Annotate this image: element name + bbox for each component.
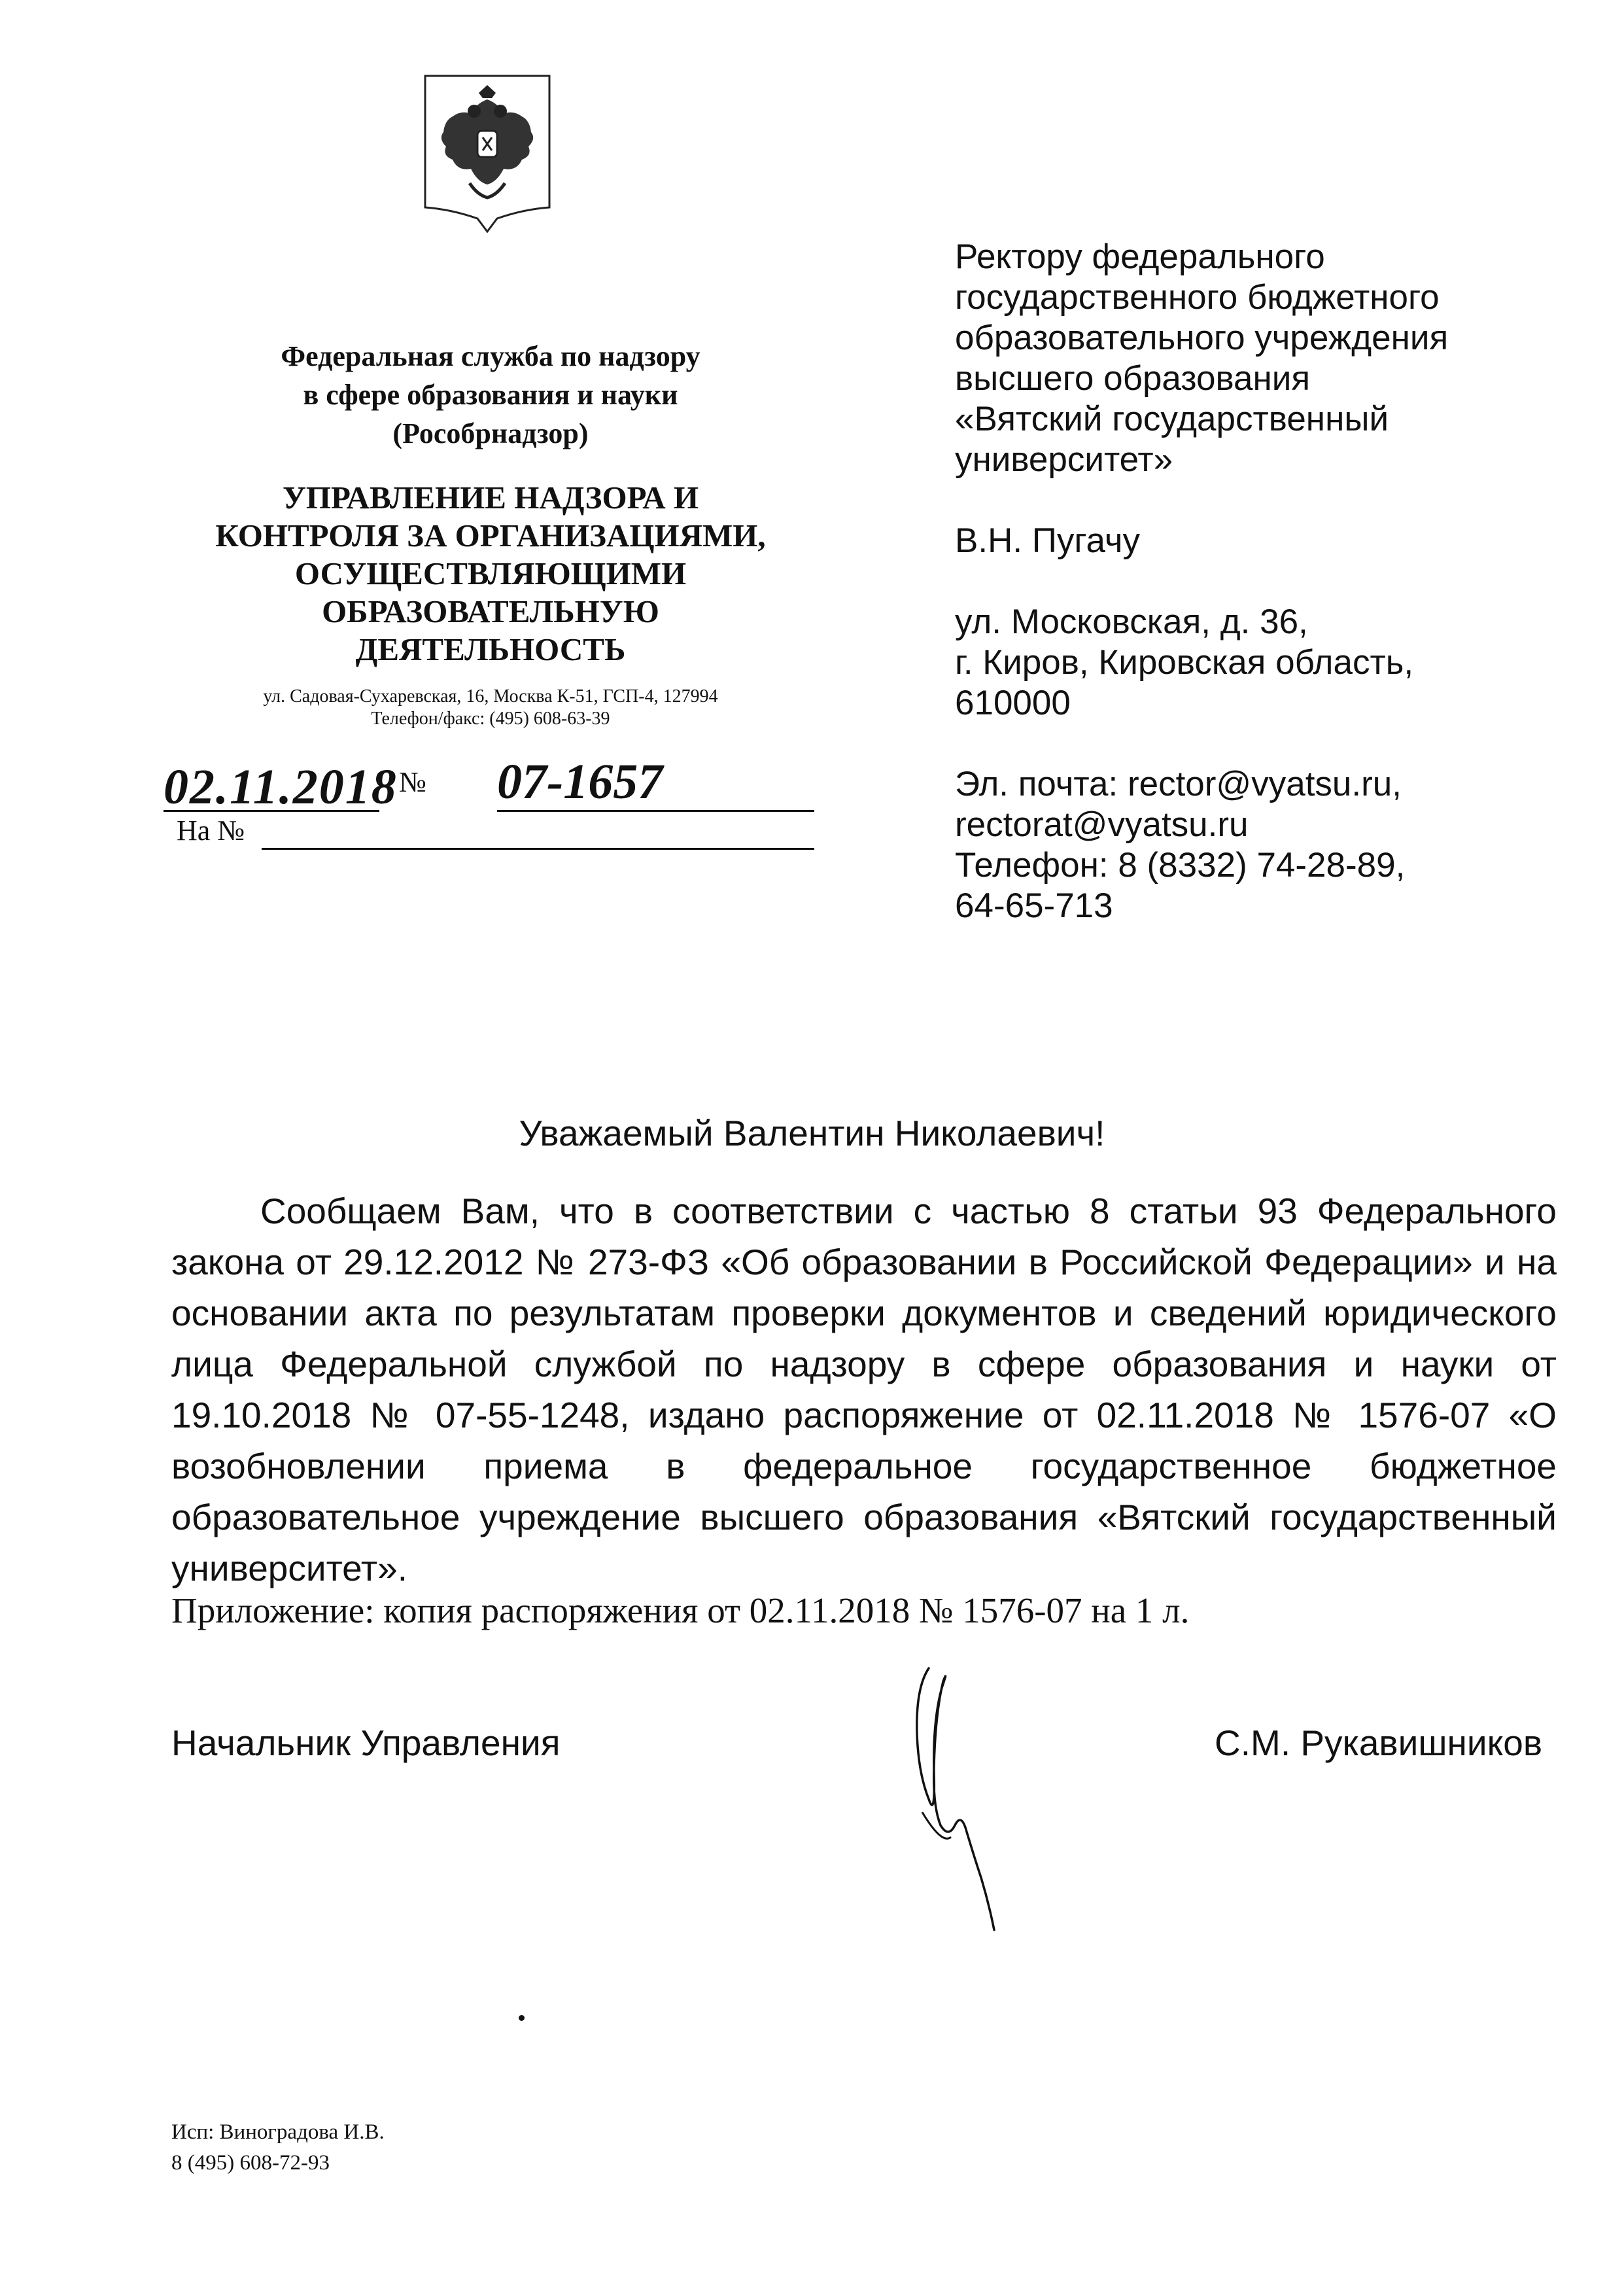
recipient-line: Ректору федерального	[955, 237, 1325, 276]
spacer	[955, 724, 1576, 764]
recipient-email: rectorat@vyatsu.ru	[955, 805, 1249, 844]
dept-line: ДЕЯТЕЛЬНОСТЬ	[355, 631, 626, 667]
recipient-name: В.Н. Пугачу	[955, 521, 1140, 560]
number-sign: №	[399, 766, 426, 798]
recipient-line: образовательного учреждения	[955, 319, 1449, 357]
spacer	[955, 561, 1576, 602]
date-underline	[164, 810, 379, 812]
signatory-name: С.М. Рукавишников	[1215, 1723, 1543, 1763]
recipient-block	[955, 237, 1576, 926]
letter-body: Сообщаем Вам, что в соответствии с частью 8 статьи 93 Федерального закона от 29.12.2012 № 273-ФЗ «Об образовании в Российской Федерации» и на основании акта по результатам проверки документов и сведений юридического лица Федеральной службой по надзору в сфере образования и науки от 19.10.2018 № 07-55-1248, издано распоряжение от 02.11.2018 № 1576-07 «О возобновлении приема в федеральное государственное бюджетное образовательное учреждение высшего образования «Вятский государственный университет».	[171, 1191, 1557, 1588]
executor-name: Исп: Виноградова И.В.	[171, 2120, 385, 2144]
handwritten-signature	[903, 1662, 1040, 1936]
dept-line: ОСУЩЕСТВЛЯЮЩИМИ	[294, 555, 687, 591]
recipient-line: высшего образования	[955, 359, 1311, 398]
recipient-phone: 64-65-713	[955, 886, 1113, 925]
recipient-address: ул. Московская, д. 36,	[955, 603, 1308, 641]
org-line: Федеральная служба по надзору	[281, 340, 700, 372]
recipient-line: «Вятский государственный	[955, 400, 1389, 438]
registration-number: 07-1657	[497, 754, 663, 809]
dept-line: УПРАВЛЕНИЕ НАДЗОРА И	[282, 480, 699, 516]
reference-label: На №	[177, 815, 245, 847]
sender-department	[196, 479, 785, 669]
sender-contacts	[196, 686, 785, 730]
number-underline	[497, 810, 814, 812]
recipient-line: государственного бюджетного	[955, 278, 1440, 317]
recipient-line: университет»	[955, 440, 1173, 479]
stray-mark	[519, 2015, 525, 2021]
spacer	[955, 480, 1576, 521]
recipient-email: Эл. почта: rector@vyatsu.ru,	[955, 765, 1402, 803]
registration-date: 02.11.2018	[164, 760, 398, 815]
recipient-phone: Телефон: 8 (8332) 74-28-89,	[955, 846, 1406, 885]
org-line: (Рособрнадзор)	[392, 417, 589, 449]
reference-underline	[262, 848, 814, 850]
recipient-address: г. Киров, Кировская область,	[955, 643, 1414, 682]
org-line: в сфере образования и науки	[303, 379, 678, 411]
sender-address: ул. Садовая-Сухаревская, 16, Москва К-51, ГСП-4, 127994	[263, 686, 718, 707]
coat-of-arms-icon	[419, 73, 556, 237]
executor-info	[171, 2117, 385, 2179]
attachment-note: Приложение: копия распоряжения от 02.11.2018 № 1576-07 на 1 л.	[171, 1590, 1190, 1630]
executor-phone: 8 (495) 608-72-93	[171, 2151, 330, 2175]
greeting: Уважаемый Валентин Николаевич!	[519, 1113, 1105, 1153]
sender-phone: Телефон/факс: (495) 608-63-39	[371, 709, 610, 729]
recipient-address: 610000	[955, 684, 1071, 722]
signatory-title: Начальник Управления	[171, 1723, 561, 1763]
sender-organization	[196, 337, 785, 453]
dept-line: КОНТРОЛЯ ЗА ОРГАНИЗАЦИЯМИ,	[215, 517, 766, 553]
dept-line: ОБРАЗОВАТЕЛЬНУЮ	[322, 593, 659, 629]
